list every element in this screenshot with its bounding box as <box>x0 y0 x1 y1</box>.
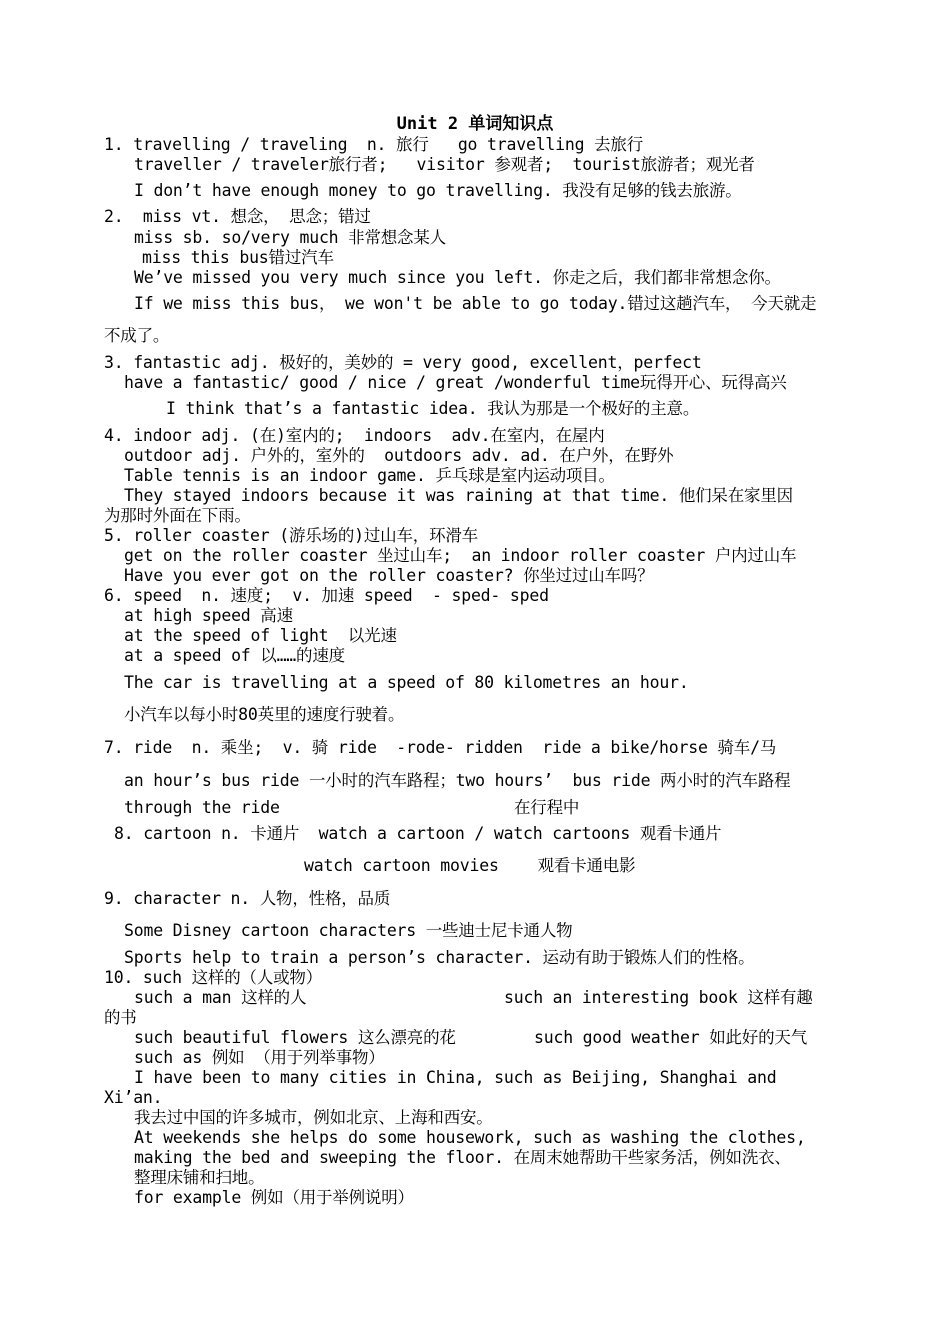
text-line: at high speed 高速 <box>124 606 293 625</box>
text-line: outdoor adj. 户外的，室外的 outdoors adv. ad. 在户外，在野外 <box>124 446 674 465</box>
page-title: Unit 2 单词知识点 <box>396 114 554 134</box>
text-line: at a speed of 以……的速度 <box>124 646 345 665</box>
text-line: Have you ever got on the roller coaster? 你坐过过山车吗？ <box>124 566 654 585</box>
text-line: We’ve missed you very much since you left. 你走之后，我们都非常想念你。 <box>134 268 781 287</box>
text-line: 2. miss vt. 想念， 思念；错过 <box>104 207 371 226</box>
text-line: Sports help to train a person’s character. 运动有助于锻炼人们的性格。 <box>124 948 755 967</box>
text-line: 1. travelling / traveling n. 旅行 go travelling 去旅行 <box>104 135 643 154</box>
text-line: such beautiful flowers 这么漂亮的花 <box>134 1028 456 1047</box>
text-line: 为那时外面在下雨。 <box>104 506 251 525</box>
text-line: making the bed and sweeping the floor. 在周末她帮助干些家务活，例如洗衣、 <box>134 1148 791 1167</box>
text-line: 在行程中 <box>514 798 580 817</box>
text-line: 9. character n. 人物，性格，品质 <box>104 889 391 908</box>
text-line: I have been to many cities in China, such as Beijing, Shanghai and <box>134 1068 777 1087</box>
text-line: 8. cartoon n. 卡通片 watch a cartoon / watch cartoons 观看卡通片 <box>114 824 722 843</box>
text-line: 4. indoor adj. (在)室内的; indoors adv.在室内，在屋内 <box>104 426 605 445</box>
text-line: I think that’s a fantastic idea. 我认为那是一个极好的主意。 <box>166 399 700 418</box>
text-line: traveller / traveler旅行者; visitor 参观者; tourist旅游者；观光者 <box>134 155 755 174</box>
text-line: miss this bus错过汽车 <box>142 248 334 267</box>
text-line: 3. fantastic adj. 极好的，美妙的 = very good, excellent，perfect <box>104 353 702 372</box>
text-line: such an interesting book 这样有趣 <box>504 988 813 1007</box>
text-line: have a fantastic/ good / nice / great /wonderful time玩得开心、玩得高兴 <box>124 373 787 392</box>
text-line: They stayed indoors because it was raining at that time. 他们呆在家里因 <box>124 486 793 505</box>
text-line: 7. ride n. 乘坐; v. 骑 ride -rode- ridden ride a bike/horse 骑车/马 <box>104 738 777 757</box>
text-line: through the ride <box>124 798 280 817</box>
text-line: Xi’an. <box>104 1088 163 1107</box>
text-line: miss sb. so/very much 非常想念某人 <box>134 228 446 247</box>
text-line: get on the roller coaster 坐过山车; an indoor roller coaster 户内过山车 <box>124 546 797 565</box>
text-line: 我去过中国的许多城市，例如北京、上海和西安。 <box>134 1108 493 1127</box>
text-line: watch cartoon movies 观看卡通电影 <box>304 856 636 875</box>
text-line: At weekends she helps do some housework, such as washing the clothes, <box>134 1128 806 1147</box>
text-line: such as 例如 （用于列举事物） <box>134 1048 385 1067</box>
text-line: 整理床铺和扫地。 <box>134 1168 265 1187</box>
text-line: I don’t have enough money to go travelling. 我没有足够的钱去旅游。 <box>134 181 742 200</box>
text-line: at the speed of light 以光速 <box>124 626 397 645</box>
text-line: Table tennis is an indoor game. 乒乓球是室内运动项目。 <box>124 466 615 485</box>
text-line: 小汽车以每小时80英里的速度行驶着。 <box>124 705 405 724</box>
text-line: 10. such 这样的（人或物） <box>104 968 323 987</box>
text-line: 6. speed n. 速度; v. 加速 speed - sped- sped <box>104 586 549 605</box>
text-line: such good weather 如此好的天气 <box>534 1028 808 1047</box>
text-line: If we miss this bus， we won't be able to go today.错过这趟汽车， 今天就走 <box>134 294 817 313</box>
text-line: 不成了。 <box>104 326 170 345</box>
text-line: Some Disney cartoon characters 一些迪士尼卡通人物 <box>124 921 573 940</box>
text-line: such a man 这样的人 <box>134 988 307 1007</box>
text-line: 的书 <box>104 1008 137 1027</box>
text-line: for example 例如（用于举例说明） <box>134 1188 414 1207</box>
text-line: an hour’s bus ride 一小时的汽车路程；two hours’ bus ride 两小时的汽车路程 <box>124 771 791 790</box>
text-line: The car is travelling at a speed of 80 kilometres an hour. <box>124 673 689 692</box>
text-line: 5. roller coaster (游乐场的)过山车，环滑车 <box>104 526 478 545</box>
